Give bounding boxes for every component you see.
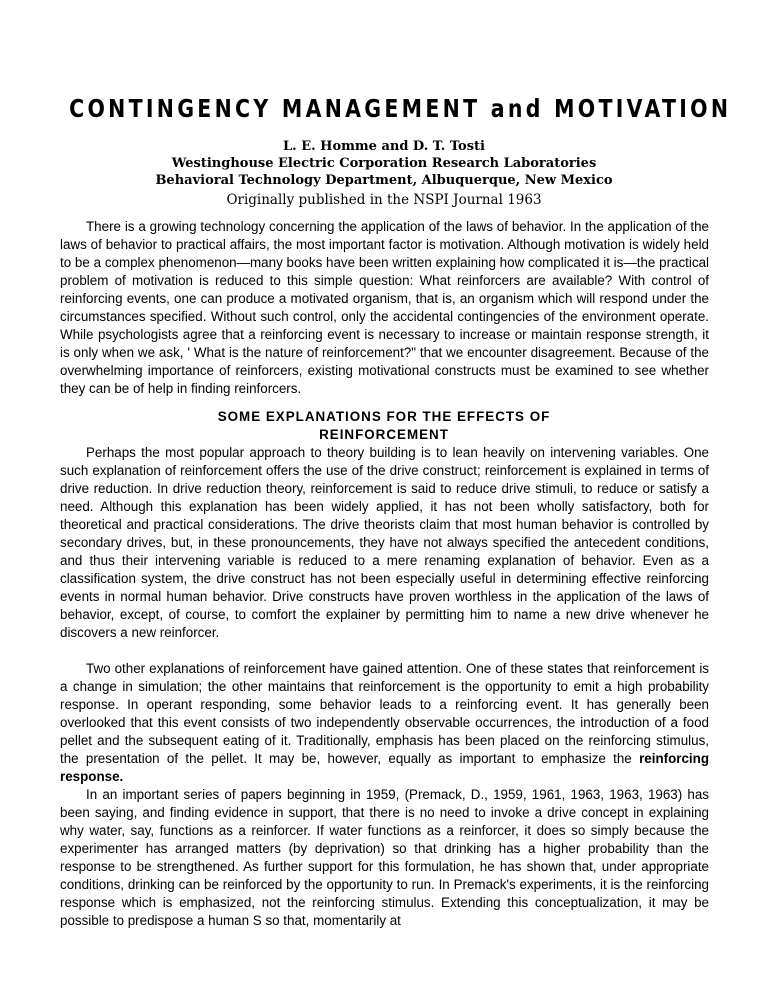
publication-note: Originally published in the NSPI Journal 1963 bbox=[226, 192, 542, 208]
intro-section bbox=[60, 218, 709, 398]
department: Behavioral Technology Department, Albuquerque, New Mexico bbox=[155, 173, 613, 188]
paragraph-4: In an important series of papers beginning in 1959, (Premack, D., 1959, 1961, 1963, 1963, 1963) has been saying, and finding evidence in support, that there is no need to invoke a drive concept in explaining why water, say, functions as a reinforcer. If water functions as a reinforcer, it does so simply because the experimenter has arranged matters (by deprivation) so that drinking has a higher probability than the response to be strengthened. As further support for this formulation, he has shown that, under appropriate conditions, drinking can be reinforced by the opportunity to run. In Premack's experiments, it is the reinforcing response which is emphasized, not the reinforcing stimulus. Extending this conceptualization, it may be possible to predispose a human S so that, momentarily at bbox=[60, 787, 709, 928]
intro-paragraph: There is a growing technology concerning the application of the laws of behavior. In the application of the laws of behavior to practical affairs, the most important factor is motivation. Although motivation is widely held to be a complex phenomenon—many books have been written explaining how complicated it is—the practical problem of motivation is reduced to this simple question: What reinforcers are available? With control of reinforcing events, one can produce a motivated organism, that is, an organism which will respond under the circumstances specified. Without such control, only the accidental contingencies of the environment operate. While psychologists agree that a reinforcing event is necessary to increase or maintain response strength, it is only when we ask, ' What is the nature of reinforcement?" that we encounter disagreement. Because of the overwhelming importance of reinforcers, existing motivational constructs must be examined to see whether they can be of help in finding reinforcers. bbox=[60, 219, 709, 396]
document-title: CONTINGENCY MANAGEMENT and MOTIVATION bbox=[69, 94, 732, 123]
paragraph-3 bbox=[60, 660, 709, 786]
paragraph-3-emphasis: reinforcing response. bbox=[60, 751, 709, 784]
section-body-1 bbox=[60, 444, 709, 642]
section-body-3 bbox=[60, 786, 709, 930]
authors: L. E. Homme and D. T. Tosti bbox=[283, 139, 485, 154]
affiliation: Westinghouse Electric Corporation Research Laboratories bbox=[171, 156, 597, 171]
paragraph-2: Perhaps the most popular approach to theory building is to lean heavily on intervening variables. One such explanation of reinforcement offers the use of the drive construct; reinforcement is explained in terms of drive reduction. In drive reduction theory, reinforcement is said to reduce drive stimuli, to reduce or satisfy a need. Although this explanation has been widely applied, it has not been wholly satisfactory, both for theoretical and practical considerations. The drive theorists claim that most human behavior is controlled by secondary drives, but, in these pronouncements, they have not always specified the antecedent conditions, and thus their intervening variable is reduced to a mere renaming explanation of behavior. Even as a classification system, the drive construct has not been especially useful in determining effective reinforcing events in normal human behavior. Drive constructs have proven worthless in the application of the laws of behavior, except, of course, to comfort the explainer by permitting him to name a new drive whenever he discovers a new reinforcer. bbox=[60, 445, 709, 640]
section-heading bbox=[0, 408, 768, 444]
section-heading-line2: REINFORCEMENT bbox=[319, 427, 449, 442]
section-heading-line1: SOME EXPLANATIONS FOR THE EFFECTS OF bbox=[217, 409, 551, 424]
section-body-2 bbox=[60, 660, 709, 786]
paragraph-3-text: Two other explanations of reinforcement have gained attention. One of these states that reinforcement is a change in simulation; the other maintains that reinforcement is the opportunity to emit a high probability response. In operant responding, some behavior leads to a reinforcing event. It has generally been overlooked that this event consists of two independently observable occurrences, the introduction of a food pellet and the subsequent eating of it. Traditionally, emphasis has been placed on the reinforcing stimulus, the presentation of the pellet. It may be, however, equally as important to emphasize the bbox=[60, 661, 709, 766]
